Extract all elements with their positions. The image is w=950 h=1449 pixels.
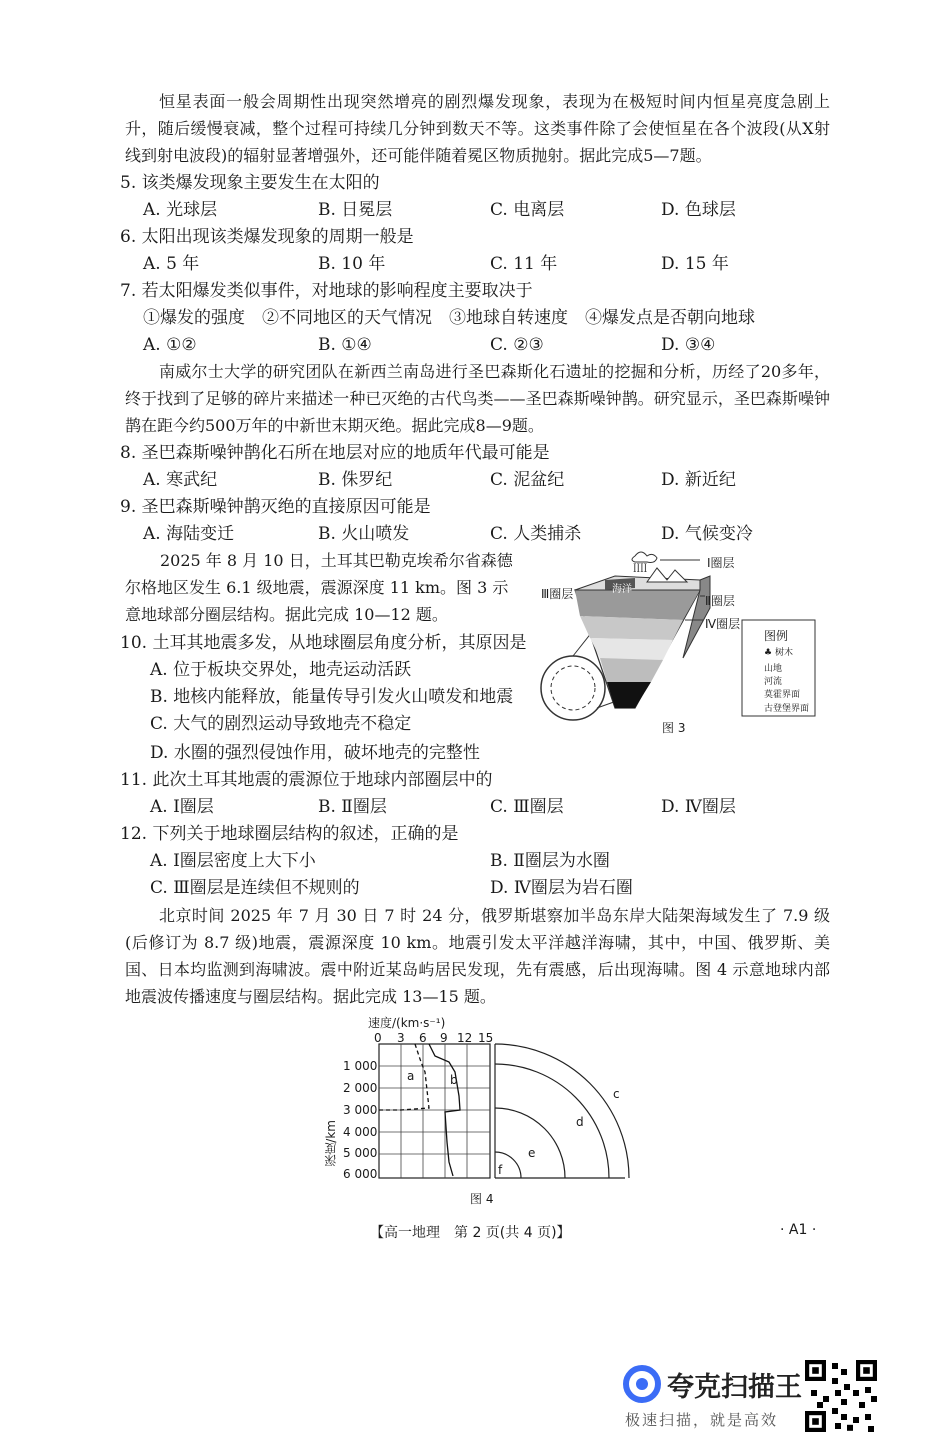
question-6-option-a: A. 5 年 xyxy=(143,254,200,274)
fig3-layer2-label: Ⅱ圈层 xyxy=(705,594,735,608)
fig4-x-tick-12: 12 xyxy=(457,1031,473,1045)
question-9-option-b: B. 火山喷发 xyxy=(318,524,410,544)
mantle-band-2 xyxy=(590,638,673,660)
question-8-option-b: B. 侏罗纪 xyxy=(318,470,393,490)
fig4-y-tick-3000: 3 000 xyxy=(343,1103,378,1117)
fig3-layer3-label: Ⅲ圈层 xyxy=(541,587,574,601)
fig4-label-a: a xyxy=(407,1069,415,1083)
passage-13-15: 北京时间 2025 年 7 月 30 日 7 时 24 分，俄罗斯堪察加半岛东岸大陆架海域发生了 7.9 级(后修订为 8.7 级)地震，震源深度 10 km。地震引发太平洋越洋海啸，其中，中国、俄罗斯、美国、日本均监测到海啸波。震中附近某岛屿居民发现，先有震感，后出现海啸。图 4 示意地球内部地震波传播速度与圈层结构。据此完成 13—15 题。 xyxy=(125,906,830,1006)
question-5-option-a: A. 光球层 xyxy=(143,200,218,220)
crust-band xyxy=(575,590,700,620)
passage-8-9: 南威尔士大学的研究团队在新西兰南岛进行圣巴森斯化石遗址的挖掘和分析，历经了20多年，终于找到了足够的碎片来描述一种已灭绝的古代鸟类——圣巴森斯噪钟鹊。研究显示，圣巴森斯噪钟鹊在距今约500万年的中新世末期灭绝。据此完成8—9题。 xyxy=(125,362,830,435)
fig4-y-tick-6000: 6 000 xyxy=(343,1167,378,1181)
fig4-x-tick-3: 3 xyxy=(397,1031,405,1045)
fig3-legend-gutenberg: 古登堡界面 xyxy=(764,704,810,714)
page-footer: 【高一地理 第 2 页(共 4 页)】 xyxy=(370,1225,571,1241)
question-6-option-c: C. 11 年 xyxy=(490,254,558,274)
question-6-option-d: D. 15 年 xyxy=(661,254,729,274)
fig3-caption: 图 3 xyxy=(662,721,686,735)
question-10-option-a: A. 位于板块交界处，地壳运动活跃 xyxy=(150,660,412,680)
question-7-items: ①爆发的强度 ②不同地区的天气情况 ③地球自转速度 ④爆发点是否朝向地球 xyxy=(143,308,755,328)
fig4-label-c: c xyxy=(613,1087,620,1101)
question-12-option-c: C. Ⅲ圈层是连续但不规则的 xyxy=(150,878,360,898)
mantle-band-3 xyxy=(600,658,663,682)
brand-name: 夸克扫描王 xyxy=(667,1372,802,1403)
question-5-option-c: C. 电离层 xyxy=(490,200,565,220)
fig4-y-tick-5000: 5 000 xyxy=(343,1146,378,1160)
fig4-y-tick-4000: 4 000 xyxy=(343,1125,378,1139)
fig3-legend-tree: ♣ 树木 xyxy=(764,648,793,658)
fig4-grid-lines xyxy=(379,1044,490,1178)
question-6-option-b: B. 10 年 xyxy=(318,254,386,274)
question-6-stem: 6. 太阳出现该类爆发现象的周期一般是 xyxy=(120,227,414,247)
fig4-x-tick-0: 0 xyxy=(374,1031,382,1045)
fig4-x-tick-6: 6 xyxy=(419,1031,427,1045)
fig4-x-tick-15: 15 xyxy=(478,1031,494,1045)
fig4-label-b: b xyxy=(450,1073,458,1087)
cloud-icon xyxy=(632,552,657,563)
question-10-option-b: B. 地核内能释放，能量传导引发火山喷发和地震 xyxy=(150,687,514,707)
fig4-grid-frame xyxy=(379,1044,490,1178)
fig4-y-tick-2000: 2 000 xyxy=(343,1081,378,1095)
fig4-y-tick-1000: 1 000 xyxy=(343,1059,378,1073)
question-10-option-d: D. 水圈的强烈侵蚀作用，破坏地壳的完整性 xyxy=(150,743,480,763)
wave-a-curve xyxy=(379,1044,429,1110)
fig4-x-tick-9: 9 xyxy=(440,1031,448,1045)
quark-logo-icon xyxy=(623,1365,661,1403)
question-7-option-a: A. ①② xyxy=(143,335,197,355)
question-7-stem: 7. 若太阳爆发类似事件，对地球的影响程度主要取决于 xyxy=(120,281,533,301)
mountain-icon xyxy=(647,568,687,582)
fig3-legend-title: 图例 xyxy=(764,629,789,643)
question-8-option-a: A. 寒武纪 xyxy=(143,470,218,490)
question-9-option-d: D. 气候变冷 xyxy=(661,524,753,544)
question-10-stem: 10. 土耳其地震多发，从地球圈层角度分析，其原因是 xyxy=(120,633,527,653)
passage-5-7: 恒星表面一般会周期性出现突然增亮的剧烈爆发现象，表现为在极短时间内恒星亮度急剧上升，随后缓慢衰减，整个过程可持续几分钟到数天不等。这类事件除了会使恒星在各个波段(从X射线到射电波段)的辐射显著增强外，还可能伴随着冕区物质抛射。据此完成5—7题。 xyxy=(125,92,830,165)
question-7-option-d: D. ③④ xyxy=(661,335,716,355)
question-12-stem: 12. 下列关于地球圈层结构的叙述，正确的是 xyxy=(120,824,459,844)
rain-icon: ꟾꟾꟾꟾ xyxy=(633,565,648,575)
question-11-option-d: D. Ⅳ圈层 xyxy=(661,797,736,817)
question-11-option-c: C. Ⅲ圈层 xyxy=(490,797,564,817)
globe-inner xyxy=(551,666,595,710)
question-5-option-b: B. 日冕层 xyxy=(318,200,393,220)
question-9-stem: 9. 圣巴森斯噪钟鹊灭绝的直接原因可能是 xyxy=(120,497,431,517)
page-code: · A1 · xyxy=(780,1222,817,1238)
fig4-label-f: f xyxy=(498,1163,503,1177)
fig4-speed-label: 速度/(km·s⁻¹) xyxy=(368,1016,446,1030)
question-7-option-c: C. ②③ xyxy=(490,335,544,355)
question-11-option-a: A. Ⅰ圈层 xyxy=(150,797,214,817)
fig3-layer4-label: Ⅳ圈层 xyxy=(705,617,741,631)
passage-10-12-line1: 2025 年 8 月 10 日，土耳其巴勒克埃希尔省森德 xyxy=(160,551,513,570)
passage-10-12-line2: 尔格地区发生 6.1 级地震，震源深度 11 km。图 3 示 xyxy=(125,578,509,597)
fig3-layer1-label: Ⅰ圈层 xyxy=(707,556,735,570)
fig4-label-d: d xyxy=(576,1115,584,1129)
question-9-option-a: A. 海陆变迁 xyxy=(143,524,235,544)
legend-tree-label: 树木 xyxy=(774,648,793,658)
question-8-option-d: D. 新近纪 xyxy=(661,470,736,490)
question-5-stem: 5. 该类爆发现象主要发生在太阳的 xyxy=(120,173,380,193)
fig3-legend-mountain: 山地 xyxy=(764,664,783,674)
fig3-legend-river: 河流 xyxy=(764,677,783,687)
question-11-option-b: B. Ⅱ圈层 xyxy=(318,797,387,817)
mantle-band-1 xyxy=(580,616,683,640)
qr-code-icon[interactable] xyxy=(805,1360,877,1432)
question-7-option-b: B. ①④ xyxy=(318,335,372,355)
question-9-option-c: C. 人类捕杀 xyxy=(490,524,582,544)
question-11-stem: 11. 此次土耳其地震的震源位于地球内部圈层中的 xyxy=(120,770,493,790)
fig4-label-e: e xyxy=(528,1146,536,1160)
fig4-depth-label: 深度/km xyxy=(324,1120,338,1167)
question-8-stem: 8. 圣巴森斯噪钟鹊化石所在地层对应的地质年代最可能是 xyxy=(120,443,550,463)
fig3-ocean-label: 海洋 xyxy=(612,584,632,595)
fig3-legend-moho: 莫霍界面 xyxy=(764,690,801,700)
fig4-quarter-earth xyxy=(495,1044,629,1178)
question-12-option-a: A. Ⅰ圈层密度上大下小 xyxy=(150,851,316,871)
question-8-option-c: C. 泥盆纪 xyxy=(490,470,565,490)
question-12-option-d: D. Ⅳ圈层为岩石圈 xyxy=(490,878,633,898)
question-10-option-c: C. 大气的剧烈运动导致地壳不稳定 xyxy=(150,714,412,734)
fig4-caption: 图 4 xyxy=(470,1192,494,1206)
question-12-option-b: B. Ⅱ圈层为水圈 xyxy=(490,851,610,871)
passage-10-12-line3: 意地球部分圈层结构。据此完成 10—12 题。 xyxy=(125,605,448,624)
question-5-option-d: D. 色球层 xyxy=(661,200,736,220)
brand-slogan: 极速扫描，就是高效 xyxy=(625,1411,779,1429)
